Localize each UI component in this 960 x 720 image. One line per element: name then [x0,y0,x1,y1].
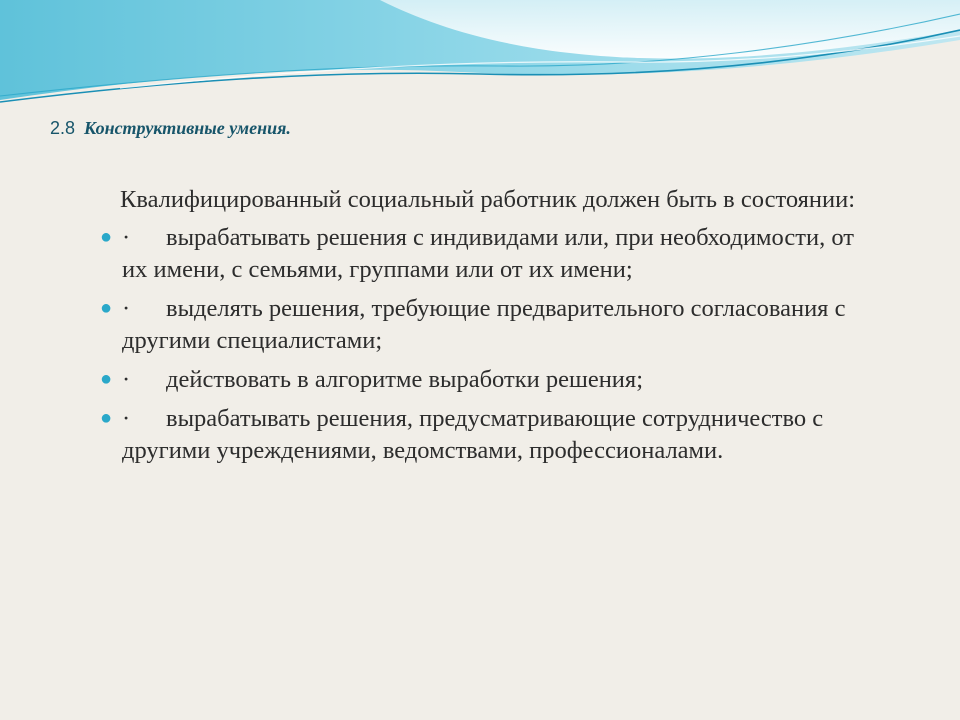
item-marker: · [122,405,131,432]
slide-heading [50,118,291,139]
item-text: вырабатывать решения, предусматривающие сотрудничество с другими учреждениями, ведомствами, профессионалами. [122,405,824,464]
item-text: действовать в алгоритме выработки решения; [166,366,643,393]
bullet-icon: ● [100,368,113,390]
item-marker: · [122,295,131,322]
intro-paragraph [98,184,878,216]
list-item [98,222,878,286]
list-item [98,364,878,396]
wave-header-decoration [0,0,960,120]
bullet-icon: ● [100,407,113,429]
heading-number: 2.8 [50,118,76,138]
item-marker: · [122,366,131,393]
intro-text: Квалифицированный социальный работник должен быть в состоянии: [120,186,856,213]
heading-title: Конструктивные умения. [84,118,291,138]
item-text: выделять решения, требующие предварительного согласования с другими специалистами; [122,295,846,354]
item-marker: · [122,224,131,251]
list-item [98,293,878,357]
slide-body [98,184,878,474]
bullet-list [98,222,878,467]
list-item [98,403,878,467]
bullet-icon: ● [100,297,113,319]
bullet-icon: ● [100,226,113,248]
item-text: вырабатывать решения с индивидами или, при необходимости, от их имени, с семьями, группами или от их имени; [122,224,854,283]
